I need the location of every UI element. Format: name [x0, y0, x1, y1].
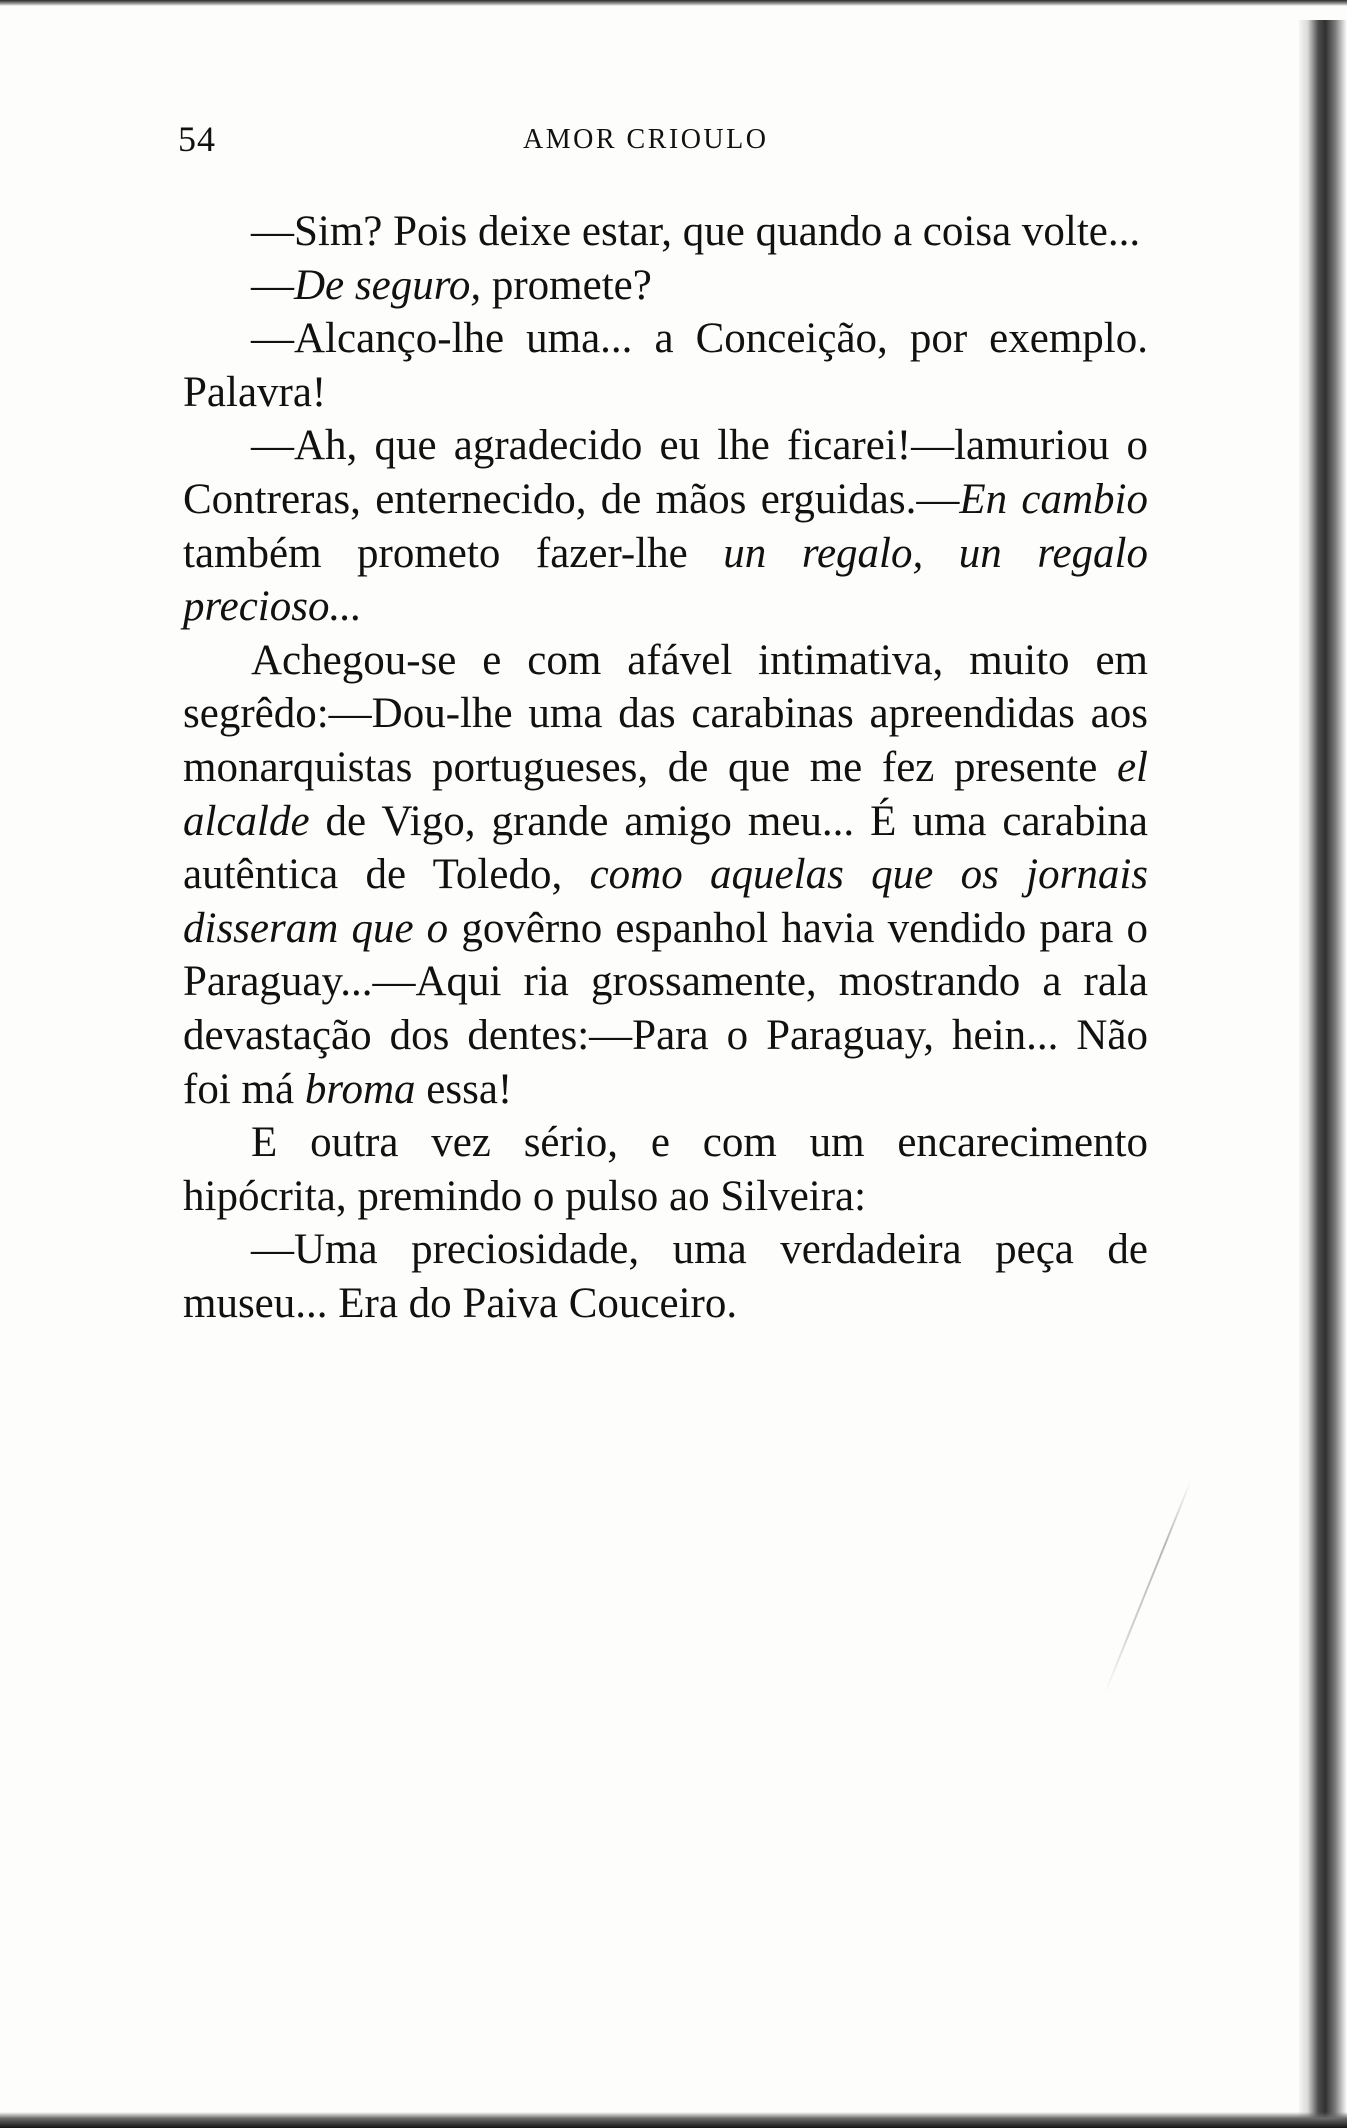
running-title: AMOR CRIOULO	[523, 124, 769, 155]
scan-edge-bottom	[0, 2112, 1347, 2128]
paragraph-6	[183, 1116, 1148, 1223]
text-run: —Uma preciosidade, uma verdadeira peça de museu... Era do Paiva Couceiro.	[183, 1226, 1148, 1327]
paragraph-3	[183, 312, 1148, 419]
italic-run: el alcalde	[183, 743, 1148, 845]
italic-run: En cambio	[959, 475, 1148, 523]
text-run: essa!	[415, 1065, 513, 1113]
scan-edge-top	[0, 0, 1347, 6]
body-text	[183, 205, 1148, 1330]
page-header	[178, 118, 1148, 178]
scan-edge-right	[1299, 20, 1347, 2128]
paper-crease	[1104, 1480, 1192, 1694]
text-run: —	[251, 261, 294, 309]
italic-run: un regalo, un regalo precioso...	[183, 529, 1148, 631]
paragraph-2	[183, 259, 1148, 313]
italic-run: como aquelas que os jornais disseram que o	[183, 851, 1148, 952]
text-run: Achegou-se e com afável intimativa, muito em segrêdo:—Dou-lhe uma das carabinas apreendidas aos monarquistas portugueses, de que me fez presente	[183, 636, 1148, 791]
text-run: E outra vez sério, e com um encarecimento hipócrita, premindo o pulso ao Silveira:	[183, 1119, 1148, 1220]
paragraph-1	[183, 205, 1148, 259]
text-run: promete?	[481, 261, 652, 309]
text-run: —Alcanço-lhe uma... a Conceição, por exemplo. Palavra!	[183, 315, 1148, 416]
text-run: govêrno espanhol havia vendido para o Paraguay...—Aqui ria grossamente, mostrando a rala devastação dos dentes:—Para o Paraguay, hein... Não foi má	[183, 904, 1148, 1113]
paragraph-4	[183, 419, 1148, 633]
paragraph-5	[183, 634, 1148, 1116]
italic-run: broma	[304, 1065, 416, 1113]
text-run: de Vigo, grande amigo meu... É uma carabina autêntica de Toledo,	[183, 797, 1148, 899]
text-run: também prometo fazer-lhe	[183, 529, 724, 577]
text-run: —Ah, que agradecido eu lhe ficarei!—lamuriou o Contreras, enternecido, de mãos erguidas.—	[183, 422, 1148, 523]
paragraph-7	[183, 1223, 1148, 1330]
italic-run: De seguro,	[294, 261, 482, 309]
page-number: 54	[178, 119, 216, 159]
text-run: —Sim? Pois deixe estar, que quando a coisa volte...	[251, 208, 1141, 255]
